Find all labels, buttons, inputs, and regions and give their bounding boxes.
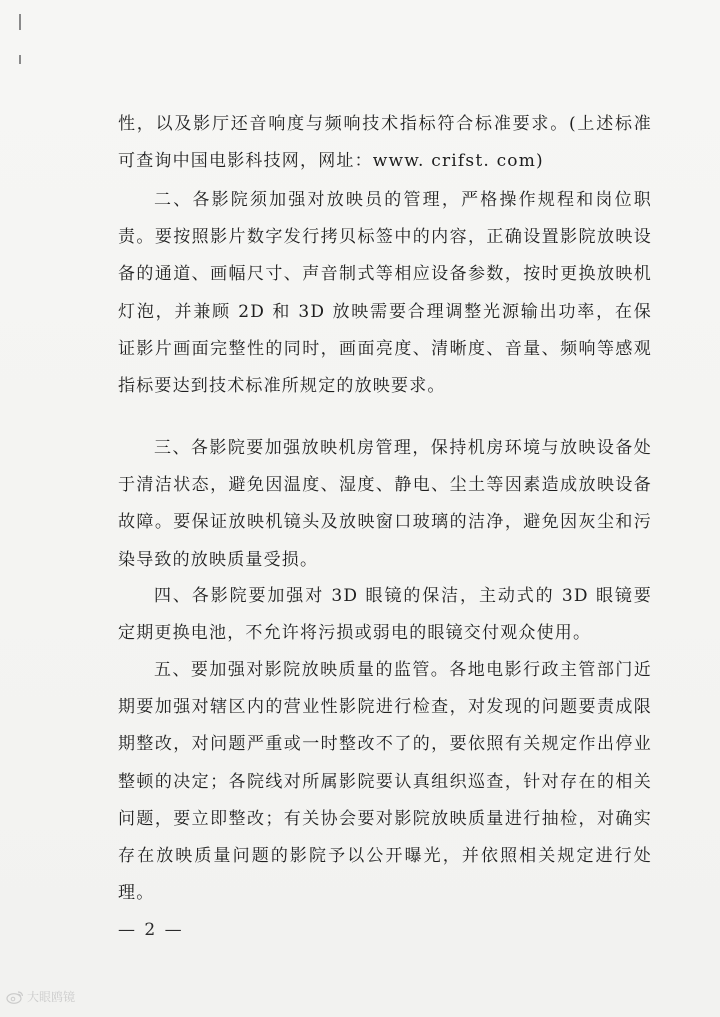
weibo-logo-icon — [6, 990, 24, 1004]
paragraph-continuation: 性，以及影厅还音响度与频响技术指标符合标准要求。(上述标准可查询中国电影科技网，网址：www. crifst. com) — [118, 114, 652, 172]
paragraph-section-3: 三、各影院要加强放映机房管理，保持机房环境与放映设备处于清洁状态，避免因温度、湿度、静电、尘土等因素造成放映设备故障。要保证放映机镜头及放映窗口玻璃的洁净，避免因灰尘和污染导致的放映质量受损。 — [118, 438, 652, 570]
page-number: — 2 — — [118, 920, 184, 940]
margin-mark — [19, 14, 21, 30]
paragraph-section-4: 四、各影院要加强对 3D 眼镜的保洁，主动式的 3D 眼镜要定期更换电池，不允许将污损或弱电的眼镜交付观众使用。 — [118, 586, 652, 644]
paragraph-section-5: 五、要加强对影院放映质量的监管。各地电影行政主管部门近期要加强对辖区内的营业性影院进行检查，对发现的问题要责成限期整改，对问题严重或一时整改不了的，要依照有关规定作出停业整顿的决定；各院线对所属影院要认真组织巡查，针对存在的相关问题，要立即整改；有关协会要对影院放映质量进行抽检，对确实存在放映质量问题的影院予以公开曝光，并依照相关规定进行处理。 — [118, 660, 652, 904]
watermark-text: 大眼鸥镜 — [27, 990, 76, 1004]
watermark — [6, 988, 75, 1005]
paragraph-section-2: 二、各影院须加强对放映员的管理，严格操作规程和岗位职责。要按照影片数字发行拷贝标签中的内容，正确设置影院放映设备的通道、画幅尺寸、声音制式等相应设备参数，按时更换放映机灯泡，并兼顾 2D 和 3D 放映需要合理调整光源输出功率，在保证影片画面完整性的同时，画面亮度、清晰度、音量、频响等感观指标要达到技术标准所规定的放映要求。 — [118, 190, 652, 397]
margin-mark — [19, 55, 21, 64]
